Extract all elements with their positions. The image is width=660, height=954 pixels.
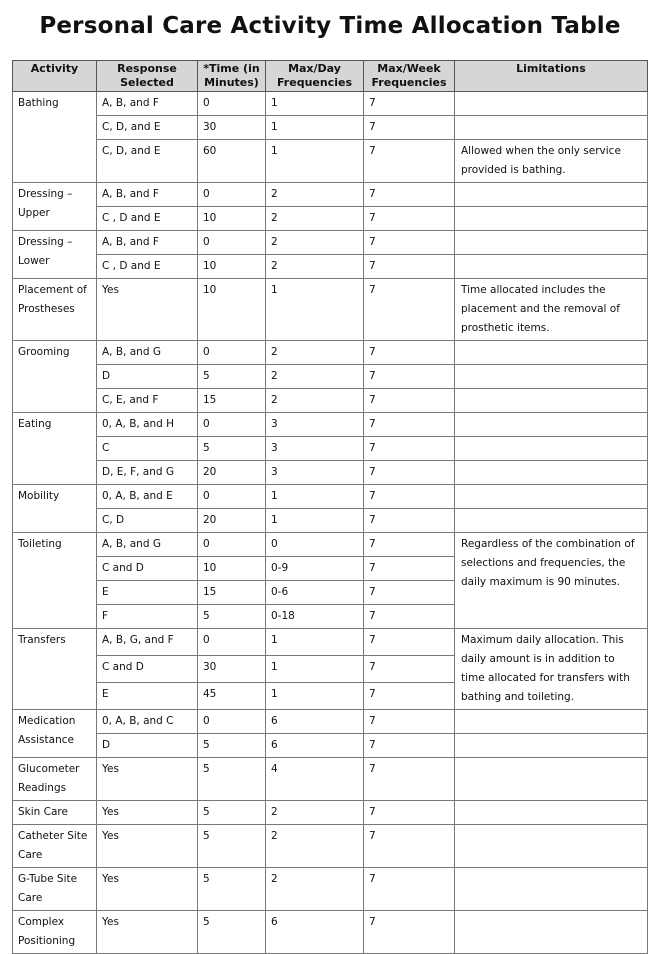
response-cell: C and D bbox=[97, 656, 198, 683]
table-row bbox=[13, 207, 648, 231]
max-week-cell: 7 bbox=[364, 825, 455, 868]
max-week-cell: 7 bbox=[364, 533, 455, 557]
time-cell: 10 bbox=[198, 557, 266, 581]
limitation-cell bbox=[455, 461, 648, 485]
limitation-cell: Maximum daily allocation. This daily amount is in addition to time allocated for transfers with bathing and toileting. bbox=[455, 629, 648, 710]
time-cell: 10 bbox=[198, 279, 266, 341]
max-week-cell: 7 bbox=[364, 801, 455, 825]
max-day-cell: 1 bbox=[266, 683, 364, 710]
activity-cell: Bathing bbox=[13, 92, 97, 183]
table-row bbox=[13, 389, 648, 413]
max-day-cell: 2 bbox=[266, 389, 364, 413]
table-row bbox=[13, 92, 648, 116]
response-cell: E bbox=[97, 683, 198, 710]
limitation-cell bbox=[455, 485, 648, 509]
response-cell: Yes bbox=[97, 911, 198, 954]
max-day-cell: 1 bbox=[266, 279, 364, 341]
max-week-cell: 7 bbox=[364, 116, 455, 140]
limitation-cell bbox=[455, 734, 648, 758]
activity-cell: Grooming bbox=[13, 341, 97, 413]
response-cell: Yes bbox=[97, 758, 198, 801]
response-cell: D, E, F, and G bbox=[97, 461, 198, 485]
time-cell: 0 bbox=[198, 92, 266, 116]
table-row bbox=[13, 341, 648, 365]
max-week-cell: 7 bbox=[364, 365, 455, 389]
header-max-week: Max/Week Frequencies bbox=[364, 61, 455, 92]
max-week-cell: 7 bbox=[364, 231, 455, 255]
limitation-cell: Allowed when the only service provided is bathing. bbox=[455, 140, 648, 183]
activity-cell: Mobility bbox=[13, 485, 97, 533]
time-cell: 60 bbox=[198, 140, 266, 183]
time-cell: 5 bbox=[198, 868, 266, 911]
max-day-cell: 6 bbox=[266, 911, 364, 954]
time-cell: 0 bbox=[198, 183, 266, 207]
response-cell: A, B, G, and F bbox=[97, 629, 198, 656]
response-cell: D bbox=[97, 365, 198, 389]
table-row bbox=[13, 413, 648, 437]
response-cell: C, D, and E bbox=[97, 116, 198, 140]
max-week-cell: 7 bbox=[364, 92, 455, 116]
response-cell: Yes bbox=[97, 868, 198, 911]
max-day-cell: 3 bbox=[266, 413, 364, 437]
max-day-cell: 1 bbox=[266, 629, 364, 656]
max-day-cell: 2 bbox=[266, 231, 364, 255]
limitation-cell: Regardless of the combination of selections and frequencies, the daily maximum is 90 minutes. bbox=[455, 533, 648, 629]
time-cell: 5 bbox=[198, 758, 266, 801]
max-week-cell: 7 bbox=[364, 140, 455, 183]
table-row bbox=[13, 801, 648, 825]
page-title: Personal Care Activity Time Allocation Table bbox=[39, 13, 621, 39]
time-cell: 15 bbox=[198, 389, 266, 413]
max-week-cell: 7 bbox=[364, 868, 455, 911]
max-day-cell: 2 bbox=[266, 207, 364, 231]
time-cell: 0 bbox=[198, 341, 266, 365]
activity-cell: Placement of Prostheses bbox=[13, 279, 97, 341]
max-week-cell: 7 bbox=[364, 710, 455, 734]
table-row bbox=[13, 758, 648, 801]
time-cell: 0 bbox=[198, 231, 266, 255]
time-cell: 5 bbox=[198, 825, 266, 868]
response-cell: 0, A, B, and C bbox=[97, 710, 198, 734]
max-day-cell: 2 bbox=[266, 365, 364, 389]
max-day-cell: 6 bbox=[266, 734, 364, 758]
activity-cell: Dressing – Lower bbox=[13, 231, 97, 279]
limitation-cell bbox=[455, 758, 648, 801]
max-week-cell: 7 bbox=[364, 581, 455, 605]
limitation-cell bbox=[455, 509, 648, 533]
table-row bbox=[13, 116, 648, 140]
limitation-cell bbox=[455, 231, 648, 255]
max-day-cell: 2 bbox=[266, 183, 364, 207]
table-row bbox=[13, 734, 648, 758]
activity-cell: Skin Care bbox=[13, 801, 97, 825]
response-cell: E bbox=[97, 581, 198, 605]
max-day-cell: 0 bbox=[266, 533, 364, 557]
time-cell: 0 bbox=[198, 533, 266, 557]
response-cell: C , D and E bbox=[97, 255, 198, 279]
limitation-cell bbox=[455, 92, 648, 116]
max-week-cell: 7 bbox=[364, 911, 455, 954]
time-cell: 0 bbox=[198, 629, 266, 656]
time-cell: 20 bbox=[198, 461, 266, 485]
table-row bbox=[13, 365, 648, 389]
time-cell: 5 bbox=[198, 911, 266, 954]
max-day-cell: 6 bbox=[266, 710, 364, 734]
max-day-cell: 1 bbox=[266, 509, 364, 533]
activity-cell: G-Tube Site Care bbox=[13, 868, 97, 911]
max-week-cell: 7 bbox=[364, 255, 455, 279]
max-day-cell: 4 bbox=[266, 758, 364, 801]
table-row bbox=[13, 629, 648, 656]
limitation-cell bbox=[455, 389, 648, 413]
max-day-cell: 0-9 bbox=[266, 557, 364, 581]
max-week-cell: 7 bbox=[364, 279, 455, 341]
limitation-cell bbox=[455, 341, 648, 365]
max-week-cell: 7 bbox=[364, 629, 455, 656]
max-week-cell: 7 bbox=[364, 734, 455, 758]
response-cell: C bbox=[97, 437, 198, 461]
table-row bbox=[13, 825, 648, 868]
response-cell: A, B, and F bbox=[97, 183, 198, 207]
max-week-cell: 7 bbox=[364, 485, 455, 509]
max-week-cell: 7 bbox=[364, 437, 455, 461]
time-cell: 5 bbox=[198, 801, 266, 825]
max-week-cell: 7 bbox=[364, 389, 455, 413]
response-cell: 0, A, B, and H bbox=[97, 413, 198, 437]
response-cell: A, B, and G bbox=[97, 341, 198, 365]
limitation-cell bbox=[455, 868, 648, 911]
max-day-cell: 1 bbox=[266, 92, 364, 116]
response-cell: C, E, and F bbox=[97, 389, 198, 413]
header-row bbox=[13, 61, 648, 92]
max-week-cell: 7 bbox=[364, 758, 455, 801]
time-cell: 45 bbox=[198, 683, 266, 710]
limitation-cell bbox=[455, 801, 648, 825]
allocation-table bbox=[12, 60, 648, 954]
max-day-cell: 1 bbox=[266, 140, 364, 183]
limitation-cell bbox=[455, 413, 648, 437]
header-response: Response Selected bbox=[97, 61, 198, 92]
max-day-cell: 0-18 bbox=[266, 605, 364, 629]
activity-cell: Glucometer Readings bbox=[13, 758, 97, 801]
activity-cell: Medication Assistance bbox=[13, 710, 97, 758]
time-cell: 0 bbox=[198, 413, 266, 437]
max-day-cell: 2 bbox=[266, 868, 364, 911]
table-row bbox=[13, 279, 648, 341]
activity-cell: Complex Positioning bbox=[13, 911, 97, 954]
time-cell: 15 bbox=[198, 581, 266, 605]
max-week-cell: 7 bbox=[364, 683, 455, 710]
table-row bbox=[13, 911, 648, 954]
response-cell: A, B, and G bbox=[97, 533, 198, 557]
time-cell: 5 bbox=[198, 734, 266, 758]
limitation-cell bbox=[455, 207, 648, 231]
table-row bbox=[13, 140, 648, 183]
limitation-cell bbox=[455, 710, 648, 734]
max-week-cell: 7 bbox=[364, 207, 455, 231]
max-day-cell: 1 bbox=[266, 485, 364, 509]
header-activity: Activity bbox=[13, 61, 97, 92]
table-row bbox=[13, 183, 648, 207]
time-cell: 30 bbox=[198, 656, 266, 683]
response-cell: Yes bbox=[97, 279, 198, 341]
response-cell: Yes bbox=[97, 825, 198, 868]
activity-cell: Dressing – Upper bbox=[13, 183, 97, 231]
time-cell: 10 bbox=[198, 207, 266, 231]
table-row bbox=[13, 533, 648, 557]
limitation-cell bbox=[455, 116, 648, 140]
activity-cell: Catheter Site Care bbox=[13, 825, 97, 868]
response-cell: F bbox=[97, 605, 198, 629]
time-cell: 5 bbox=[198, 365, 266, 389]
limitation-cell bbox=[455, 825, 648, 868]
time-cell: 10 bbox=[198, 255, 266, 279]
max-day-cell: 2 bbox=[266, 255, 364, 279]
response-cell: A, B, and F bbox=[97, 231, 198, 255]
max-week-cell: 7 bbox=[364, 557, 455, 581]
time-cell: 30 bbox=[198, 116, 266, 140]
max-day-cell: 2 bbox=[266, 341, 364, 365]
response-cell: 0, A, B, and E bbox=[97, 485, 198, 509]
activity-cell: Eating bbox=[13, 413, 97, 485]
max-week-cell: 7 bbox=[364, 341, 455, 365]
response-cell: A, B, and F bbox=[97, 92, 198, 116]
time-cell: 0 bbox=[198, 485, 266, 509]
limitation-cell bbox=[455, 365, 648, 389]
max-day-cell: 2 bbox=[266, 825, 364, 868]
header-time: *Time (in Minutes) bbox=[198, 61, 266, 92]
response-cell: C, D bbox=[97, 509, 198, 533]
time-cell: 20 bbox=[198, 509, 266, 533]
limitation-cell bbox=[455, 255, 648, 279]
limitation-cell bbox=[455, 183, 648, 207]
max-week-cell: 7 bbox=[364, 183, 455, 207]
table-row bbox=[13, 710, 648, 734]
response-cell: C and D bbox=[97, 557, 198, 581]
response-cell: C, D, and E bbox=[97, 140, 198, 183]
max-week-cell: 7 bbox=[364, 461, 455, 485]
max-week-cell: 7 bbox=[364, 656, 455, 683]
table-row bbox=[13, 868, 648, 911]
response-cell: Yes bbox=[97, 801, 198, 825]
table-row bbox=[13, 231, 648, 255]
table-row bbox=[13, 509, 648, 533]
max-day-cell: 3 bbox=[266, 461, 364, 485]
activity-cell: Toileting bbox=[13, 533, 97, 629]
limitation-cell: Time allocated includes the placement and the removal of prosthetic items. bbox=[455, 279, 648, 341]
limitation-cell bbox=[455, 911, 648, 954]
max-day-cell: 3 bbox=[266, 437, 364, 461]
table-row bbox=[13, 437, 648, 461]
time-cell: 5 bbox=[198, 605, 266, 629]
max-week-cell: 7 bbox=[364, 605, 455, 629]
response-cell: D bbox=[97, 734, 198, 758]
header-limitations: Limitations bbox=[455, 61, 648, 92]
max-day-cell: 1 bbox=[266, 116, 364, 140]
table-row bbox=[13, 461, 648, 485]
max-day-cell: 0-6 bbox=[266, 581, 364, 605]
max-week-cell: 7 bbox=[364, 413, 455, 437]
max-day-cell: 1 bbox=[266, 656, 364, 683]
response-cell: C , D and E bbox=[97, 207, 198, 231]
activity-cell: Transfers bbox=[13, 629, 97, 710]
table-row bbox=[13, 485, 648, 509]
max-week-cell: 7 bbox=[364, 509, 455, 533]
max-day-cell: 2 bbox=[266, 801, 364, 825]
table-body bbox=[13, 92, 648, 954]
table-row bbox=[13, 255, 648, 279]
time-cell: 5 bbox=[198, 437, 266, 461]
time-cell: 0 bbox=[198, 710, 266, 734]
limitation-cell bbox=[455, 437, 648, 461]
header-max-day: Max/Day Frequencies bbox=[266, 61, 364, 92]
